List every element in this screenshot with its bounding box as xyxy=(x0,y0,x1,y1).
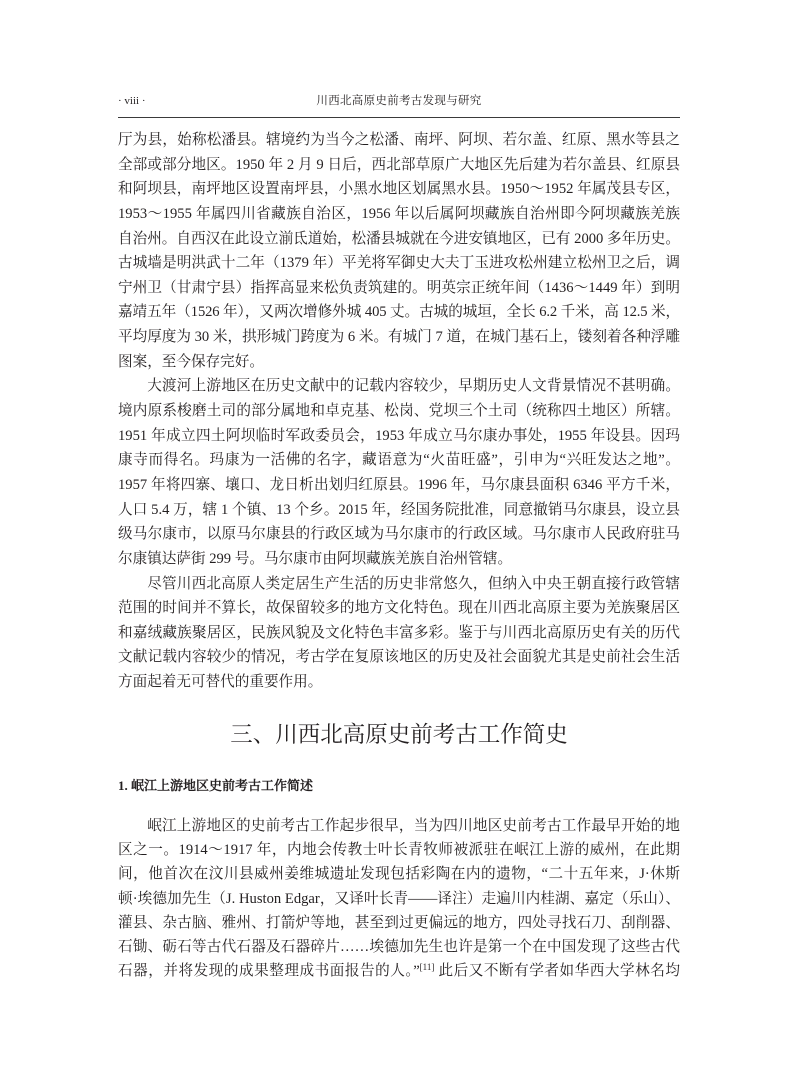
text-line: 全部或部分地区。1950 年 2 月 9 日后，西北部草原广大地区先后建为若尔盖县、红原县 xyxy=(118,156,680,173)
paragraph xyxy=(118,572,680,695)
text-line: 灌县、杂古脑、雅州、打箭炉等地，甚至到过更偏远的地方，四处寻找石刀、刮削器、 xyxy=(118,914,680,931)
body-text xyxy=(118,128,680,695)
text-line: 1957 年将四寨、壤口、龙日析出划归红原县。1996 年，马尔康县面积 6346 平方千米， xyxy=(118,476,680,493)
text-line: 宁州卫（甘肃宁县）指挥高显来松负责筑建的。明英宗正统年间（1436～1449 年）到明 xyxy=(118,279,680,296)
text-line: 级马尔康市，以原马尔康县的行政区域为马尔康市的行政区域。马尔康市人民政府驻马 xyxy=(118,526,680,543)
text-line: 和嘉绒藏族聚居区，民族风貌及文化特色丰富多彩。鉴于与川西北高原历史有关的历代 xyxy=(118,624,680,641)
running-header xyxy=(118,93,680,109)
text-line: 岷江上游地区的史前考古工作起步很早，当为四川地区史前考古工作最早开始的地 xyxy=(147,818,680,834)
text-line: 间，他首次在汶川县威州姜维城遗址发现包括彩陶在内的遗物，“二十五年来，J·休斯 xyxy=(118,866,680,883)
text-line: 尽管川西北高原人类定居生产生活的历史非常悠久，但纳入中央王朝直接行政管辖 xyxy=(147,575,680,592)
text-line: 大渡河上游地区在历史文献中的记载内容较少，早期历史人文背景情况不甚明确。 xyxy=(147,378,680,395)
citation-superscript: [11] xyxy=(419,962,435,973)
running-title: 川西北高原史前考古发现与研究 xyxy=(316,95,482,107)
text-line: 1953～1955 年属四川省藏族自治区，1956 年以后属阿坝藏族自治州即今阿坝藏族羌族 xyxy=(118,205,680,222)
text-line xyxy=(118,959,680,983)
text-line: 区之一。1914～1917 年，内地会传教士叶长青牧师被派驻在岷江上游的威州，在此期 xyxy=(118,842,680,859)
text-line: 境内原系梭磨土司的部分属地和卓克基、松岗、党坝三个土司（统称四土地区）所辖。 xyxy=(118,403,680,420)
text-segment: 此后又不断有学者如华西大学林名均 xyxy=(434,963,680,980)
text-line: 尔康镇达萨街 299 号。马尔康市由阿坝藏族羌族自治州管辖。 xyxy=(118,550,513,567)
text-line: 范围的时间并不算长，故保留较多的地方文化特色。现在川西北高原主要为羌族聚居区 xyxy=(118,600,680,617)
text-segment: 石器，并将发现的成果整理成书面报告的人。” xyxy=(118,963,420,980)
text-line: 顿·埃德加先生（J. Huston Edgar，又译叶长青——译注）走遍川内桂湖、嘉定（乐山）、 xyxy=(118,890,680,907)
header-rule xyxy=(118,117,680,118)
text-line: 图案，至今保存完好。 xyxy=(118,353,264,370)
text-line: 平均厚度为 30 米，拱形城门跨度为 6 米。有城门 7 道，在城门基石上，镂刻着各种浮雕 xyxy=(118,329,680,346)
text-line: 嘉靖五年（1526 年），又两次增修外城 405 丈。古城的城垣，全长 6.2 千米，高 12.5 米， xyxy=(118,304,680,321)
section-heading: 三、川西北高原史前考古工作简史 xyxy=(230,722,568,747)
text-line: 自治州。自西汉在此设立湔氐道始，松潘县城就在今进安镇地区，已有 2000 多年历史。 xyxy=(118,230,680,247)
text-line: 和阿坝县，南坪地区设置南坪县，小黑水地区划属黑水县。1950～1952 年属茂县专区， xyxy=(118,181,680,198)
paragraph xyxy=(118,814,680,983)
subsection-heading: 1. 岷江上游地区史前考古工作简述 xyxy=(118,778,314,793)
text-line: 古城墙是明洪武十二年（1379 年）平羌将军御史大夫丁玉进攻松州建立松州卫之后，调 xyxy=(118,255,680,272)
text-line: 方面起着无可替代的重要作用。 xyxy=(118,674,323,691)
page-number: · viii · xyxy=(118,95,146,107)
paragraph xyxy=(118,374,680,571)
paragraph xyxy=(118,128,680,374)
text-line: 厅为县，始称松潘县。辖境约为当今之松潘、南坪、阿坝、若尔盖、红原、黑水等县之 xyxy=(118,132,680,148)
text-line: 石锄、砺石等古代石器及石器碎片……埃德加先生也许是第一个在中国发现了这些古代 xyxy=(118,938,680,955)
section-body-text xyxy=(118,814,680,983)
text-line: 1951 年成立四土阿坝临时军政委员会，1953 年成立马尔康办事处，1955 年设县。因玛 xyxy=(118,427,680,444)
text-line: 康寺而得名。玛康为一活佛的名字，藏语意为“火苗旺盛”，引申为“兴旺发达之地”。 xyxy=(118,452,680,469)
text-line: 文献记载内容较少的情况，考古学在复原该地区的历史及社会面貌尤其是史前社会生活 xyxy=(118,649,680,666)
text-line: 人口 5.4 万，辖 1 个镇、13 个乡。2015 年，经国务院批准，同意撤销马尔康县，设立县 xyxy=(118,501,680,518)
